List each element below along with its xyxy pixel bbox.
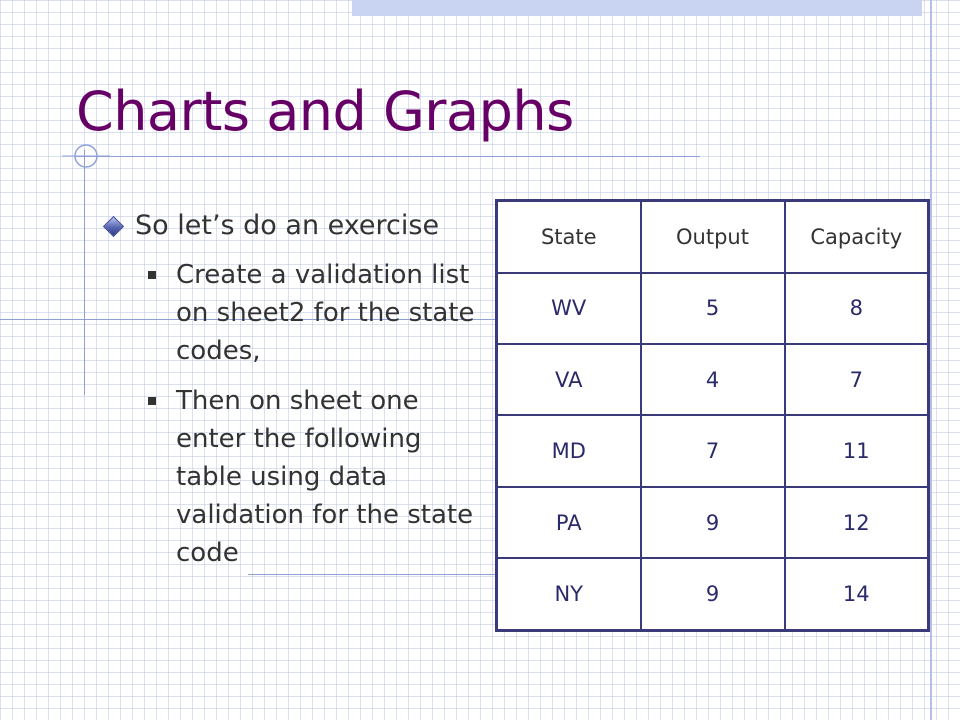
- column-header: Capacity: [785, 201, 929, 273]
- table-row: [497, 558, 929, 630]
- table-row: [497, 273, 929, 344]
- table-cell: 9: [641, 487, 785, 558]
- table-cell: MD: [497, 415, 641, 486]
- square-bullet-icon: [148, 397, 156, 405]
- title-underline: [76, 156, 700, 157]
- table-header-row: [497, 201, 929, 273]
- state-capacity-table: [495, 199, 930, 632]
- corner-circle-ornament: [62, 136, 110, 184]
- table-cell: PA: [497, 487, 641, 558]
- table-cell: 12: [785, 487, 929, 558]
- bullet-list: [104, 206, 484, 584]
- table-row: [497, 344, 929, 415]
- table-cell: WV: [497, 273, 641, 344]
- diamond-bullet-icon: [103, 216, 124, 237]
- sub-bullet-item: [148, 256, 484, 370]
- sub-bullet-text: Then on sheet one enter the following table using data validation for the state code: [176, 386, 474, 568]
- column-header: Output: [641, 201, 785, 273]
- table-cell: 5: [641, 273, 785, 344]
- sub-bullet-item: [148, 382, 484, 572]
- table-cell: 4: [641, 344, 785, 415]
- table-cell: 7: [641, 415, 785, 486]
- column-header: State: [497, 201, 641, 273]
- table-cell: VA: [497, 344, 641, 415]
- table-cell: 8: [785, 273, 929, 344]
- table-cell: NY: [497, 558, 641, 630]
- right-decorative-rule: [930, 0, 932, 720]
- slide-title: Charts and Graphs: [76, 80, 574, 143]
- sub-bullet-text: Create a validation list on sheet2 for the state codes,: [176, 260, 475, 366]
- table-cell: 7: [785, 344, 929, 415]
- top-decorative-bar: [352, 0, 922, 16]
- square-bullet-icon: [148, 271, 156, 279]
- table-cell: 11: [785, 415, 929, 486]
- bullet-text: So let’s do an exercise: [135, 210, 440, 241]
- table-cell: 14: [785, 558, 929, 630]
- left-vertical-rule: [84, 150, 85, 395]
- sub-bullet-list: [104, 256, 484, 572]
- table-row: [497, 415, 929, 486]
- table-row: [497, 487, 929, 558]
- bullet-item-exercise: [104, 206, 484, 246]
- table-cell: 9: [641, 558, 785, 630]
